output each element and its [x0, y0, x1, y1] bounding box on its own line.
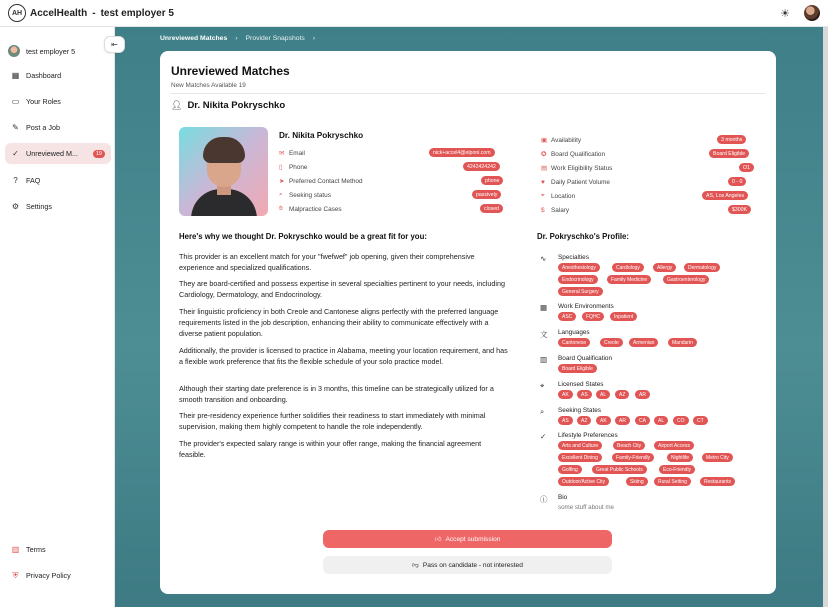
lifestyle-tag: Arts and Culture	[558, 441, 602, 450]
seeking-state-tag: AZ	[577, 416, 591, 425]
why-paragraph: Their linguistic proficiency in both Creole and Cantonese aligns perfectly with the preferred language requirements listed in the job description, enhancing their ability to communicate effectively with a diverse patient population.	[179, 307, 499, 338]
lifestyle-tag: Eco-Friendly	[659, 465, 695, 474]
user-avatar[interactable]	[804, 5, 820, 21]
detail-label: Email	[289, 149, 305, 157]
specialty-tag: Gastroenterology	[663, 275, 709, 284]
briefcase-icon: ▭	[11, 96, 20, 106]
seeking-state-tag: CO	[673, 416, 689, 425]
sidebar-item-label: Post a Job	[26, 122, 60, 132]
gear-icon: ⚙	[11, 201, 20, 211]
seeking-status-value: passively	[472, 190, 501, 199]
specialty-tag: Dermatology	[684, 263, 720, 272]
detail-label: Location	[551, 192, 576, 200]
why-paragraph: The provider's expected salary range is within your offer range, making the financial agreement feasible.	[179, 439, 482, 459]
sidebar-item-label: Unreviewed M...	[26, 149, 78, 158]
detail-label: Work Eligibility Status	[551, 164, 613, 172]
lifestyle-tag: Beach City	[613, 441, 645, 450]
thumbs-down-icon: 👎︎	[412, 562, 419, 569]
licensed-state-tag: AZ	[615, 390, 629, 399]
sidebar-item-faq[interactable]	[5, 170, 111, 190]
section-label: Seeking States	[558, 407, 601, 414]
edit-icon: ✎	[12, 122, 19, 132]
book-icon: ▥	[11, 544, 20, 554]
accelhealth-logo[interactable]: AH	[8, 4, 26, 22]
daily-volume-value: 0 - 0	[728, 177, 746, 186]
page-scrollbar[interactable]	[823, 27, 828, 607]
section-label: Bio	[558, 494, 568, 501]
detail-email	[279, 148, 305, 158]
divider	[171, 93, 765, 94]
language-tag: Armenian	[629, 338, 658, 347]
search-icon: ⌕	[279, 191, 283, 198]
sidebar-item-dashboard[interactable]	[5, 65, 111, 85]
org-switcher[interactable]	[0, 27, 114, 63]
malpractice-value: closed	[480, 204, 503, 213]
section-label: Work Environments	[558, 303, 614, 310]
seeking-state-tag: AK	[596, 416, 611, 425]
page-title: Unreviewed Matches	[171, 64, 290, 78]
language-tag: Creole	[600, 338, 623, 347]
detail-label: Phone	[289, 163, 308, 171]
salary-value: $300K	[728, 205, 751, 214]
award-icon: ✪	[541, 151, 547, 158]
sidebar-item-label: Dashboard	[26, 70, 62, 80]
detail-phone	[279, 162, 307, 172]
sidebar-item-label: FAQ	[26, 175, 41, 185]
chevron-right-icon: ›	[235, 35, 238, 42]
specialty-tag: Allergy	[653, 263, 676, 272]
seeking-state-tag: AL	[654, 416, 668, 425]
lifestyle-tag: Skiing	[626, 477, 648, 486]
provider-photo	[179, 127, 268, 216]
board-qualification-value: Board Eligible	[709, 149, 749, 158]
seeking-state-tag: AR	[615, 416, 630, 425]
language-tag: Mandarin	[668, 338, 697, 347]
org-avatar	[8, 45, 20, 57]
mail-icon: ✉	[279, 150, 285, 157]
detail-seeking-status	[279, 190, 331, 200]
collapse-sidebar-button[interactable]	[104, 36, 125, 53]
sidebar-nav	[5, 65, 111, 222]
lifestyle-tag: Golfing	[558, 465, 582, 474]
help-icon: ?	[13, 175, 18, 185]
chevron-right-icon: ›	[312, 35, 316, 42]
grid-icon: ▦	[11, 70, 20, 80]
send-icon: ➤	[279, 178, 285, 185]
breadcrumb	[160, 35, 315, 42]
email-value[interactable]: nick+accel4@elponi.com	[429, 148, 495, 157]
sidebar-item-post-job[interactable]	[5, 117, 111, 137]
work-env-tag: ASC	[558, 312, 576, 321]
search-icon: ⌕	[540, 407, 545, 416]
licensed-state-tag: AR	[635, 390, 650, 399]
why-paragraph: Additionally, the provider is licensed to practice in Alabama, meeting your location requirement, and has a flexible work preference that fits the flexible schedule of your solo practice model.	[179, 346, 508, 366]
specialty-tag: Anesthesiology	[558, 263, 600, 272]
seeking-state-tag: AS	[558, 416, 573, 425]
user-check-icon: 👤︎	[171, 100, 183, 110]
map-pin-icon: ⌖	[540, 381, 545, 390]
org-name: test employer 5	[26, 46, 76, 56]
calendar-icon: ▣	[541, 137, 548, 144]
lifestyle-tag: Excellent Dining	[558, 453, 602, 462]
sidebar-item-your-roles[interactable]	[5, 91, 111, 111]
lifestyle-tag: Nightlife	[667, 453, 693, 462]
shield-icon: ⛨	[12, 570, 19, 580]
check-circle-icon: ✓	[12, 149, 19, 158]
location-value: AS, Los Angeles	[702, 191, 748, 200]
seeking-state-tag: CT	[693, 416, 708, 425]
detail-salary	[541, 205, 569, 215]
lifestyle-tag: Outdoor/Active City	[558, 477, 609, 486]
sidebar-item-label: Privacy Policy	[26, 570, 71, 580]
lifestyle-tag: Rural Setting	[654, 477, 691, 486]
lifestyle-tag: Family-Friendly	[612, 453, 654, 462]
specialty-tag: General Surgery	[558, 287, 603, 296]
detail-availability	[541, 135, 581, 145]
phone-value[interactable]: 4242424242	[463, 162, 500, 171]
why-paragraph: They are board-certified and possess expertise in several specialties pertinent to your needs, including Cardiology, Dermatology, and Endocrinology.	[179, 279, 506, 299]
language-tag: Cantonese	[558, 338, 590, 347]
activity-icon: ♥	[541, 178, 545, 186]
map-pin-icon: ⌖	[541, 192, 545, 199]
dollar-icon: $	[541, 206, 545, 214]
section-label: Board Qualification	[558, 355, 612, 362]
detail-label: Availability	[551, 136, 582, 144]
work-env-tag: Inpatient	[610, 312, 637, 321]
why-heading: Here's why we thought Dr. Pokryschko would be a great fit for you:	[179, 232, 427, 241]
provider-heading	[171, 100, 285, 111]
breadcrumb-provider-snapshots[interactable]: Provider Snapshots	[245, 35, 305, 42]
accept-label: Accept submission	[445, 535, 501, 543]
detail-label: Daily Patient Volume	[551, 178, 610, 186]
match-card	[160, 51, 776, 594]
detail-work-eligibility	[541, 163, 612, 173]
accept-submission-button[interactable]	[323, 530, 612, 548]
detail-board-qualification	[541, 149, 605, 159]
main-area	[115, 27, 828, 607]
detail-label: Seeking status	[289, 191, 331, 199]
lifestyle-tag: Great Public Schools	[592, 465, 647, 474]
detail-label: Preferred Contact Method	[289, 177, 363, 185]
seeking-state-tag: CA	[635, 416, 650, 425]
detail-label: Salary	[551, 206, 570, 214]
collapse-icon: ⇤	[111, 40, 118, 49]
section-label: Specialties	[558, 254, 589, 261]
matches-available: New Matches Available 19	[171, 82, 246, 89]
top-bar	[0, 0, 828, 27]
sidebar-item-settings[interactable]	[5, 196, 111, 216]
why-paragraph: Although their starting date preference is in 3 months, this timeline can be strategically utilized for a smooth transition and onboarding.	[179, 384, 494, 404]
section-label: Lifestyle Preferences	[558, 432, 618, 439]
detail-label: Board Qualification	[551, 150, 605, 158]
detail-malpractice	[279, 204, 342, 214]
specialty-tag: Family Medicine	[607, 275, 651, 284]
lifestyle-tag: Airport Access	[654, 441, 694, 450]
lifestyle-tag: Metro City	[702, 453, 733, 462]
section-label: Languages	[558, 329, 590, 336]
contact-method-value: phone	[481, 176, 503, 185]
detail-location	[541, 191, 575, 201]
sidebar-item-privacy-policy[interactable]	[5, 565, 111, 585]
pass-label: Pass on candidate - not interested	[422, 561, 523, 569]
licensed-state-tag: AL	[596, 390, 610, 399]
detail-daily-volume	[541, 177, 610, 187]
document-icon: ▤	[541, 165, 548, 172]
sidebar-footer	[5, 539, 111, 591]
phone-icon: ▯	[279, 164, 283, 171]
work-eligibility-value: O1	[739, 163, 754, 172]
licensed-state-tag: AS	[577, 390, 592, 399]
unreviewed-count-badge: 19	[93, 150, 105, 158]
brand-separator: -	[92, 7, 96, 19]
detail-label: Malpractice Cases	[289, 205, 342, 213]
building-icon: ▦	[540, 303, 548, 312]
provider-name: Dr. Nikita Pokryschko	[279, 131, 364, 140]
sidebar-item-label: Settings	[26, 201, 52, 211]
provider-heading-name: Dr. Nikita Pokryschko	[187, 100, 286, 111]
why-paragraph: Their pre-residency experience further solidifies their readiness to start immediately with minimal supervision, making them highly competent to handle the role independently.	[179, 411, 486, 431]
specialty-tag: Cardiology	[612, 263, 644, 272]
profile-heading: Dr. Pokryschko's Profile:	[537, 232, 629, 241]
bio-text: some stuff about me	[558, 504, 614, 511]
work-env-tag: FQHC	[582, 312, 604, 321]
check-circle-icon: ✓	[540, 432, 547, 441]
sun-icon[interactable]: ☀	[780, 7, 790, 20]
licensed-state-tag: AK	[558, 390, 573, 399]
activity-icon: ∿	[540, 254, 547, 263]
employer-name: test employer 5	[100, 7, 174, 19]
sidebar-item-terms[interactable]	[5, 539, 111, 559]
clipboard-icon: ▥	[540, 355, 548, 364]
lifestyle-tag: Restaurants	[700, 477, 735, 486]
info-icon: ⓘ	[540, 495, 548, 504]
thumbs-down-icon: ✋︎	[279, 205, 283, 212]
sidebar-item-label: Terms	[26, 544, 46, 554]
sidebar	[0, 27, 115, 607]
section-label: Licensed States	[558, 381, 604, 388]
detail-contact-method	[279, 176, 363, 186]
sidebar-item-label: Your Roles	[26, 96, 61, 106]
breadcrumb-unreviewed-matches[interactable]: Unreviewed Matches	[160, 35, 228, 42]
thumbs-up-icon: 👍︎	[434, 536, 442, 543]
pass-candidate-button[interactable]	[323, 556, 612, 574]
specialty-tag: Endocrinology	[558, 275, 598, 284]
sidebar-item-unreviewed-matches[interactable]	[5, 143, 111, 164]
availability-value: 3 months	[717, 135, 746, 144]
brand-name: AccelHealth	[30, 7, 88, 19]
board-tag: Board Eligible	[558, 364, 597, 373]
languages-icon: 文	[540, 330, 548, 339]
why-paragraph: This provider is an excellent match for your "fwefwef" job opening, given their comprehensive experience and specialized qualifications.	[179, 252, 475, 272]
